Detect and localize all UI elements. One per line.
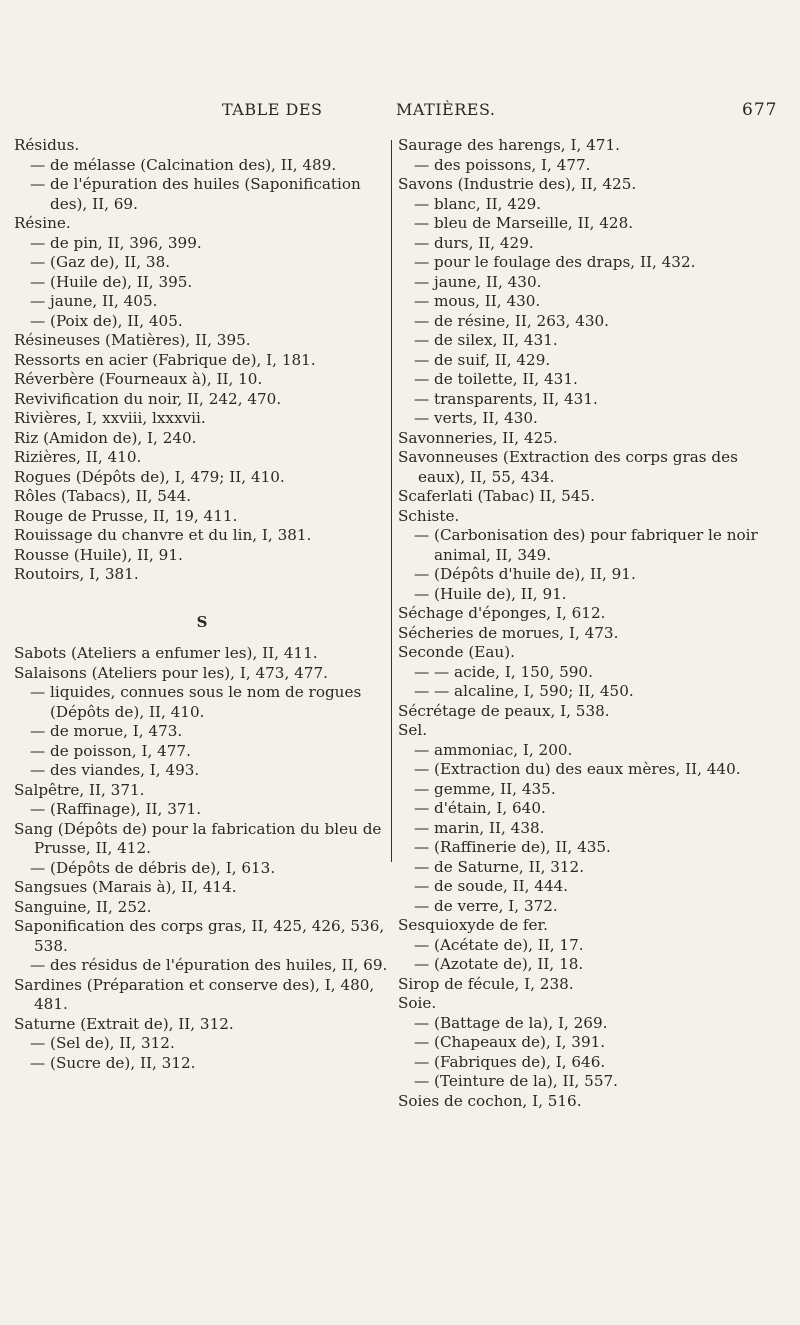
- index-subentry: — (Battage de la), I, 269.: [414, 1013, 608, 1032]
- index-entry: Sécrétage de peaux, I, 538.: [398, 701, 610, 720]
- index-entry: Sécheries de morues, I, 473.: [398, 623, 619, 642]
- page-number: 677: [742, 100, 778, 120]
- index-subentry: — durs, II, 429.: [414, 233, 534, 252]
- index-entry: Sabots (Ateliers a enfumer les), II, 411.: [14, 644, 318, 662]
- index-subentry: — de suif, II, 429.: [414, 350, 551, 369]
- index-subentry: — (Dépôts de débris de), I, 613.: [30, 858, 276, 877]
- index-entry: Sesquioxyde de fer.: [398, 916, 548, 934]
- index-subentry: — (Huile de), II, 91.: [414, 584, 567, 603]
- index-subentry: — (Sel de), II, 312.: [30, 1034, 175, 1052]
- index-entry: Résineuses (Matières), II, 395.: [14, 331, 251, 349]
- index-entry: Salaisons (Ateliers pour les), I, 473, 477.: [14, 663, 328, 682]
- index-subentry: — de poisson, I, 477.: [30, 741, 191, 760]
- index-entry: Seconde (Eau).: [398, 643, 515, 661]
- index-subentry: — (Carbonisation des) pour fabriquer le noir animal, II, 349.: [414, 526, 758, 564]
- index-entry: Savons (Industrie des), II, 425.: [398, 175, 637, 193]
- index-subentry: — (Teinture de la), II, 557.: [414, 1072, 618, 1090]
- index-subentry: — (Acétate de), II, 17.: [414, 935, 584, 954]
- index-entry: Salpêtre, II, 371.: [14, 780, 145, 799]
- section-letter: S: [196, 612, 208, 631]
- index-subentry: — (Raffinerie de), II, 435.: [414, 838, 611, 856]
- index-entry: Soies de cochon, I, 516.: [398, 1091, 582, 1110]
- index-entry: Soie.: [398, 994, 437, 1012]
- index-entry: Saurage des harengs, I, 471.: [398, 136, 620, 154]
- index-subentry: — des poissons, I, 477.: [414, 155, 591, 174]
- index-subentry: — mous, II, 430.: [414, 292, 541, 310]
- index-entry: Riz (Amidon de), I, 240.: [14, 428, 197, 447]
- index-entry: Rivières, I, xxviii, lxxxvii.: [14, 409, 206, 427]
- left-column: [14, 136, 390, 1073]
- index-subentry: — des viandes, I, 493.: [30, 761, 200, 779]
- index-entry: Saturne (Extrait de), II, 312.: [14, 1014, 234, 1033]
- index-entry: Sang (Dépôts de) pour la fabrication du bleu de Prusse, II, 412.: [14, 819, 382, 857]
- index-entry: Réverbère (Fourneaux à), II, 10.: [14, 370, 263, 388]
- index-subentry: — verts, II, 430.: [414, 409, 538, 427]
- header-right-text: MATIÈRES.: [396, 100, 496, 119]
- index-subentry: — de morue, I, 473.: [30, 722, 183, 740]
- index-subentry: — (Sucre de), II, 312.: [30, 1053, 196, 1072]
- index-entry: Séchage d'éponges, I, 612.: [398, 604, 606, 622]
- index-subentry: — (Dépôts d'huile de), II, 91.: [414, 565, 636, 583]
- index-subentry: — jaune, II, 405.: [30, 292, 158, 310]
- index-entry: Rôles (Tabacs), II, 544.: [14, 487, 192, 505]
- index-entry: Rouissage du chanvre et du lin, I, 381.: [14, 526, 312, 544]
- index-subentry: — de toilette, II, 431.: [414, 370, 578, 388]
- index-subentry: — des résidus de l'épuration des huiles, II, 69.: [30, 956, 388, 974]
- index-subentry: — pour le foulage des draps, II, 432.: [414, 253, 696, 271]
- index-subentry: — de pin, II, 396, 399.: [30, 233, 202, 252]
- index-subentry: — — acide, I, 150, 590.: [414, 662, 593, 681]
- index-entry: Saponification des corps gras, II, 425, 426, 536, 538.: [14, 917, 385, 955]
- index-subentry: — (Chapeaux de), I, 391.: [414, 1033, 606, 1051]
- index-entry: Sardines (Préparation et conserve des), I, 480, 481.: [14, 975, 375, 1013]
- index-entry: Revivification du noir, II, 242, 470.: [14, 389, 282, 408]
- index-entry: Ressorts en acier (Fabrique de), I, 181.: [14, 350, 316, 369]
- index-subentry: — de verre, I, 372.: [414, 896, 558, 915]
- index-subentry: — (Huile de), II, 395.: [30, 272, 193, 291]
- left-entries-s: [14, 644, 390, 1073]
- column-divider: [391, 140, 392, 862]
- index-subentry: — (Azotate de), II, 18.: [414, 955, 584, 973]
- index-subentry: — blanc, II, 429.: [414, 194, 542, 213]
- index-subentry: — (Gaz de), II, 38.: [30, 253, 171, 271]
- index-subentry: — ammoniac, I, 200.: [414, 740, 573, 759]
- index-subentry: — de Saturne, II, 312.: [414, 857, 585, 876]
- index-subentry: — de l'épuration des huiles (Saponification des), II, 69.: [30, 175, 361, 213]
- index-subentry: — de résine, II, 263, 430.: [414, 311, 609, 330]
- index-subentry: — de soude, II, 444.: [414, 877, 569, 895]
- index-entry: Routoirs, I, 381.: [14, 565, 139, 583]
- index-subentry: — (Fabriques de), I, 646.: [414, 1052, 606, 1071]
- index-entry: Rogues (Dépôts de), I, 479; II, 410.: [14, 467, 285, 486]
- index-subentry: — liquides, connues sous le nom de rogues (Dépôts de), II, 410.: [30, 683, 362, 721]
- index-subentry: — (Extraction du) des eaux mères, II, 440.: [414, 760, 741, 778]
- index-subentry: — bleu de Marseille, II, 428.: [414, 214, 634, 232]
- index-subentry: — de silex, II, 431.: [414, 331, 558, 349]
- index-entry: Sanguine, II, 252.: [14, 897, 152, 916]
- index-subentry: — transparents, II, 431.: [414, 389, 598, 408]
- index-subentry: — d'étain, I, 640.: [414, 799, 546, 817]
- index-subentry: — (Raffinage), II, 371.: [30, 800, 202, 818]
- index-entry: Rouge de Prusse, II, 19, 411.: [14, 506, 238, 525]
- index-entry: Scaferlati (Tabac) II, 545.: [398, 487, 595, 505]
- index-entry: Résidus.: [14, 136, 80, 154]
- index-subentry: — de mélasse (Calcination des), II, 489.: [30, 155, 337, 174]
- index-entry: Rousse (Huile), II, 91.: [14, 545, 183, 564]
- index-entry: Sel.: [398, 721, 428, 739]
- index-entry: Rizières, II, 410.: [14, 448, 142, 466]
- index-entry: Savonneries, II, 425.: [398, 428, 558, 447]
- index-entry: Savonneuses (Extraction des corps gras des eaux), II, 55, 434.: [398, 448, 738, 486]
- index-entry: Résine.: [14, 214, 71, 232]
- right-column: [398, 136, 784, 1111]
- index-entry: Sangsues (Marais à), II, 414.: [14, 878, 237, 896]
- index-subentry: — jaune, II, 430.: [414, 272, 542, 291]
- index-subentry: — gemme, II, 435.: [414, 779, 556, 798]
- index-entry: Schiste.: [398, 506, 460, 525]
- header-left-text: TABLE DES: [222, 100, 323, 119]
- running-header: [0, 100, 800, 124]
- index-entry: Sirop de fécule, I, 238.: [398, 974, 574, 993]
- index-subentry: — — alcaline, I, 590; II, 450.: [414, 682, 634, 700]
- left-entries-r: [14, 136, 390, 585]
- index-subentry: — (Poix de), II, 405.: [30, 311, 183, 330]
- index-subentry: — marin, II, 438.: [414, 818, 545, 837]
